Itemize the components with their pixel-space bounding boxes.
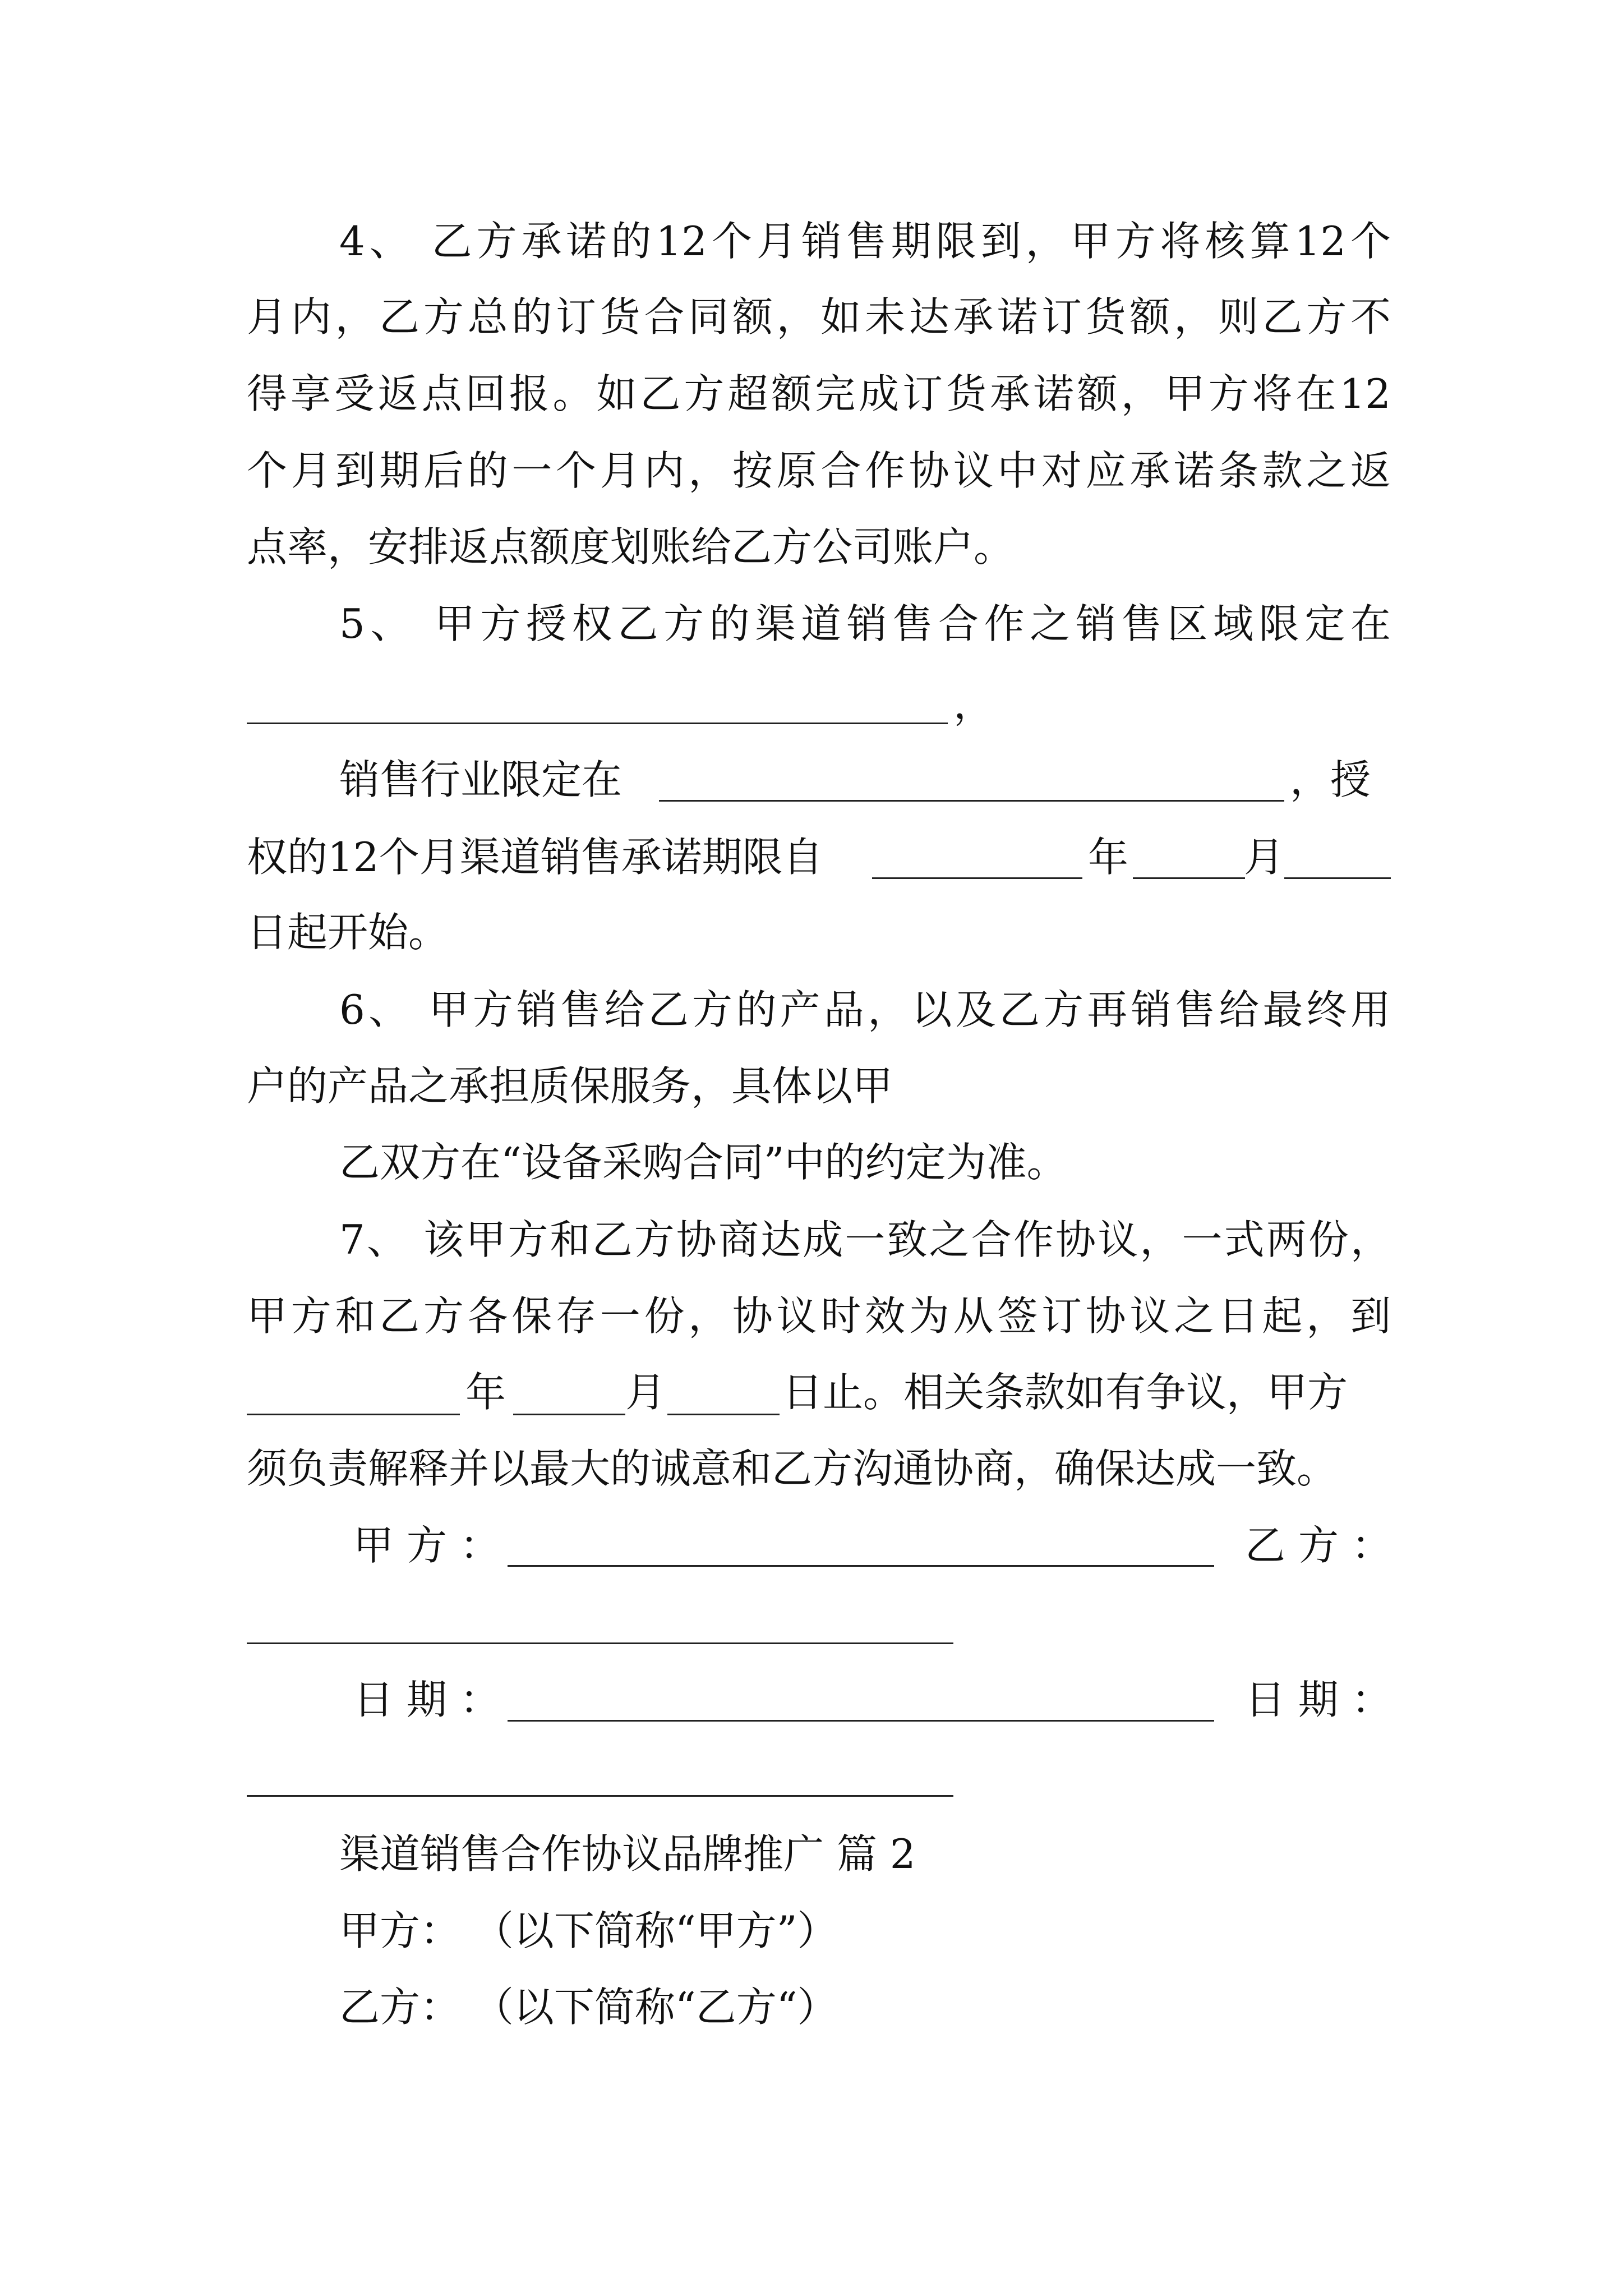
start-month-blank [1133, 877, 1245, 879]
date-b-line [247, 1795, 953, 1797]
item5-line4-prefix: 权的12个月渠道销售承诺期限自 [247, 834, 823, 881]
party-a-signature-line [508, 1565, 1214, 1567]
date-a-line [508, 1720, 1214, 1722]
item5-line3-suffix: ，授 [1290, 756, 1371, 803]
end-day-blank [667, 1414, 780, 1415]
item5-line3-prefix: 销售行业限定在 [339, 756, 623, 803]
item5-line4-month: 月 [1244, 834, 1285, 881]
industry-blank [659, 800, 1284, 802]
section2-party-b: 乙方： （以下简称“乙方“） [339, 1984, 838, 2031]
item6-line1: 6、 甲方销售给乙方的产品，以及乙方再销售给最终用 [339, 986, 1391, 1033]
section2-party-a: 甲方： （以下简称“甲方”） [339, 1907, 838, 1954]
start-year-blank [872, 877, 1082, 879]
item6-line2: 户的产品之承担质保服务，具体以甲 [247, 1062, 893, 1110]
item4-line4: 个月到期后的一个月内，按原合作协议中对应承诺条款之返 [247, 447, 1391, 494]
item7-line3-year: 年 [465, 1369, 506, 1416]
item5-line5: 日起开始。 [247, 909, 449, 956]
item4-line2: 月内，乙方总的订货合同额，如未达承诺订货额，则乙方不 [247, 293, 1391, 341]
party-b-signature-line [247, 1642, 953, 1644]
end-year-blank [247, 1414, 460, 1415]
item5-line2-suffix: ， [953, 680, 994, 728]
item7-line1: 7、 该甲方和乙方协商达成一致之合作协议，一式两份， [339, 1216, 1391, 1263]
section2-title: 渠道销售合作协议品牌推广 篇 2 [339, 1830, 916, 1878]
date-b-label: 日 期 ： [1245, 1676, 1392, 1723]
item7-line3-month: 月 [625, 1369, 666, 1416]
item7-line2: 甲方和乙方各保存一份，协议时效为从签订协议之日起，到 [247, 1292, 1391, 1340]
item7-line3-suffix: 日止。相关条款如有争议，甲方 [782, 1369, 1348, 1416]
item6-line3: 乙双方在“设备采购合同”中的约定为准。 [339, 1139, 1067, 1186]
item4-line3: 得享受返点回报。如乙方超额完成订货承诺额，甲方将在12 [247, 370, 1391, 417]
party-a-label: 甲 方 ： [353, 1522, 500, 1569]
item5-line4-year: 年 [1088, 834, 1129, 881]
party-b-label: 乙 方 ： [1245, 1522, 1392, 1569]
item4-line1: 4、 乙方承诺的12个月销售期限到，甲方将核算12个 [339, 218, 1391, 265]
item7-line4: 须负责解释并以最大的诚意和乙方沟通协商，确保达成一致。 [247, 1445, 1338, 1492]
item4-line5: 点率，安排返点额度划账给乙方公司账户。 [247, 523, 1015, 570]
end-month-blank [513, 1414, 625, 1415]
date-a-label: 日 期 ： [353, 1676, 500, 1723]
item5-line1: 5、 甲方授权乙方的渠道销售合作之销售区域限定在 [339, 600, 1391, 647]
region-blank [247, 723, 948, 724]
start-day-blank [1284, 877, 1391, 879]
